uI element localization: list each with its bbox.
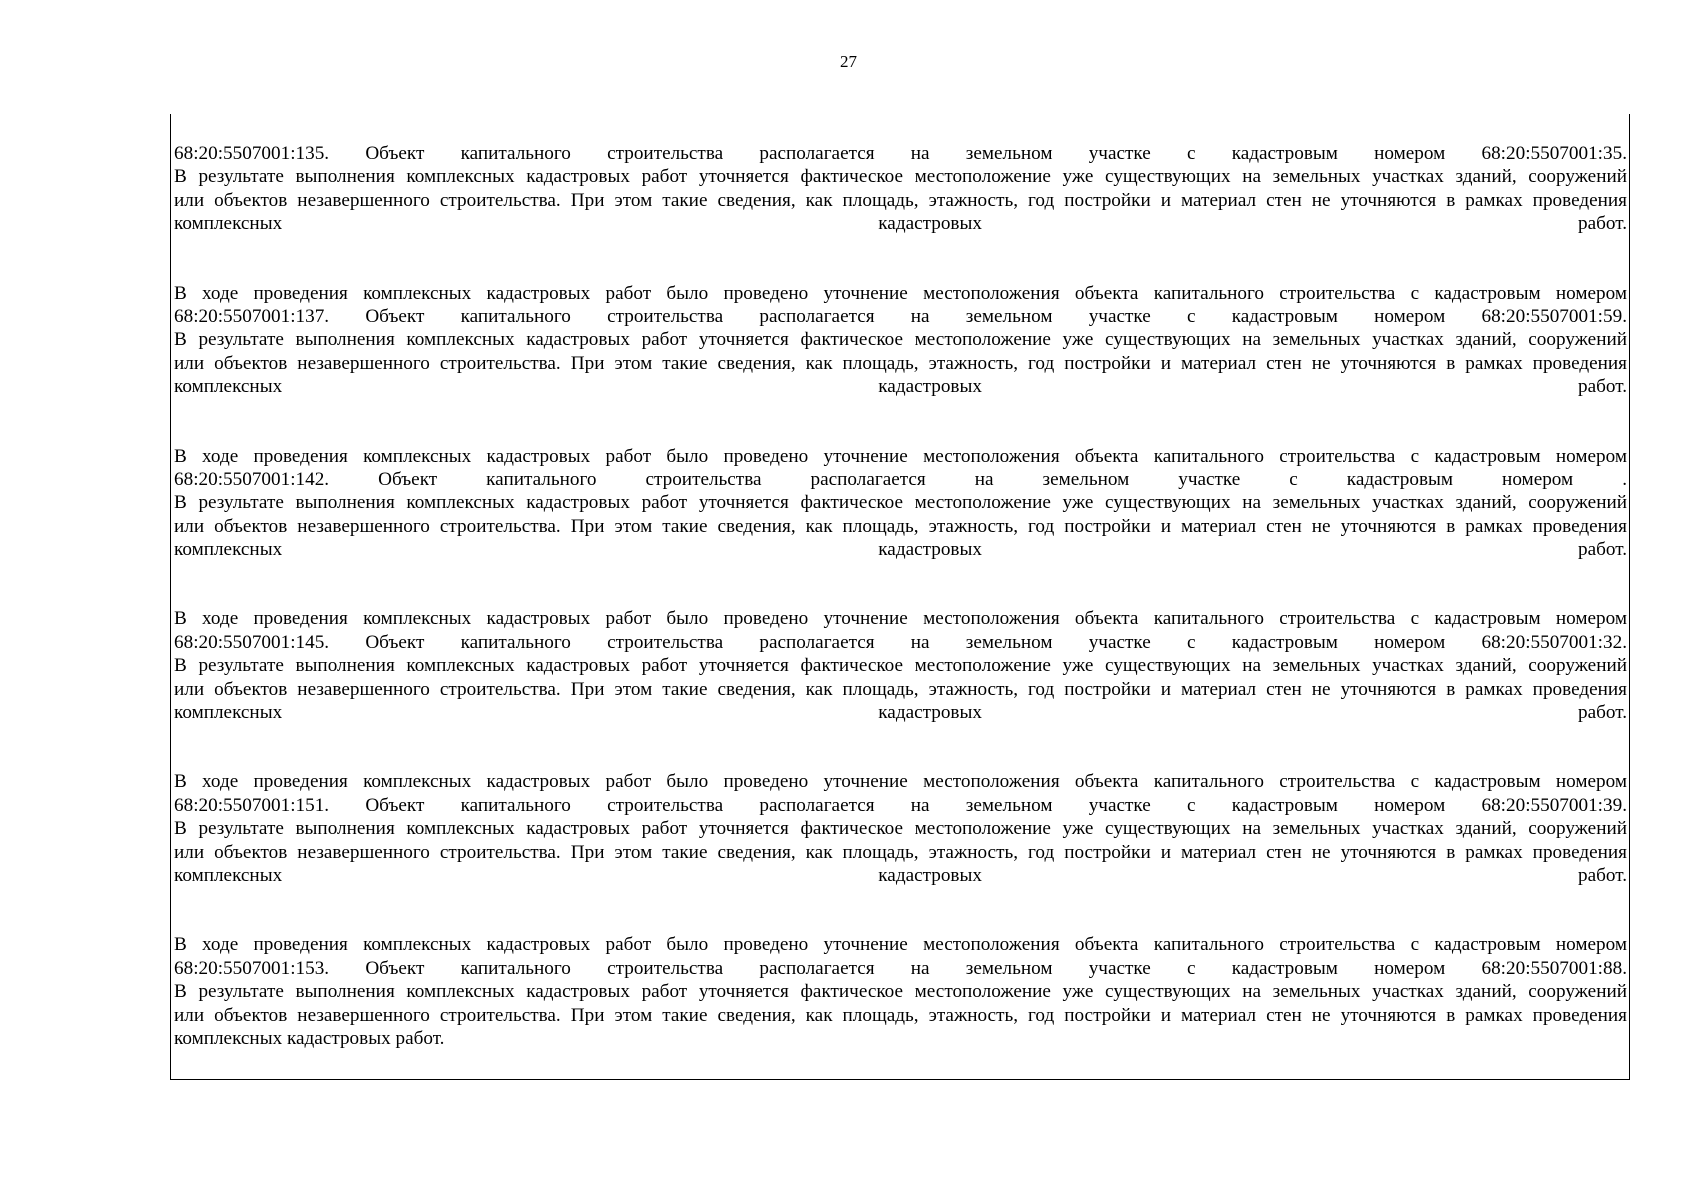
text-line: или объектов незавершенного строительства. При этом такие сведения, как площадь, этажность, год постройки и материал стен не уточняются в рамках проведения [174, 189, 1627, 211]
paragraph [174, 770, 1627, 887]
text-line: 68:20:5507001:135. Объект капитального строительства располагается на земельном участке с кадастровым номером 68:20:5507001:35. [174, 143, 1627, 164]
paragraph [174, 445, 1627, 562]
text-line: В результате выполнения комплексных кадастровых работ уточняется фактическое местоположение уже существующих на земельных участках зданий, сооружений [174, 981, 1627, 1003]
text-line: или объектов незавершенного строительства. При этом такие сведения, как площадь, этажность, год постройки и материал стен не уточняются в рамках проведения [174, 841, 1627, 863]
paragraph [174, 933, 1627, 1050]
text-line: комплексных кадастровых работ. [174, 1027, 445, 1049]
text-line: или объектов незавершенного строительства. При этом такие сведения, как площадь, этажность, год постройки и материал стен не уточняются в рамках проведения [174, 352, 1627, 374]
text-line: В результате выполнения комплексных кадастровых работ уточняется фактическое местоположение уже существующих на земельных участках зданий, сооружений [174, 492, 1627, 514]
text-line: комплексных кадастровых работ. [174, 539, 1627, 561]
text-frame [170, 114, 1630, 1080]
text-line: комплексных кадастровых работ. [174, 864, 1627, 886]
text-line: В ходе проведения комплексных кадастровых работ было проведено уточнение местоположения объекта капитального строительства с кадастровым номером [174, 608, 1627, 630]
text-line: комплексных кадастровых работ. [174, 376, 1627, 398]
paragraph [174, 142, 1627, 236]
text-line: комплексных кадастровых работ. [174, 213, 1627, 235]
text-line: В результате выполнения комплексных кадастровых работ уточняется фактическое местоположение уже существующих на земельных участках зданий, сооружений [174, 166, 1627, 188]
text-line: 68:20:5507001:153. Объект капитального строительства располагается на земельном участке с кадастровым номером 68:20:5507001:88. [174, 957, 1627, 979]
text-line: В результате выполнения комплексных кадастровых работ уточняется фактическое местоположение уже существующих на земельных участках зданий, сооружений [174, 818, 1627, 840]
paragraph [174, 282, 1627, 399]
text-line: или объектов незавершенного строительства. При этом такие сведения, как площадь, этажность, год постройки и материал стен не уточняются в рамках проведения [174, 678, 1627, 700]
text-line: В ходе проведения комплексных кадастровых работ было проведено уточнение местоположения объекта капитального строительства с кадастровым номером [174, 934, 1627, 956]
text-line: В результате выполнения комплексных кадастровых работ уточняется фактическое местоположение уже существующих на земельных участках зданий, сооружений [174, 655, 1627, 677]
text-line: 68:20:5507001:137. Объект капитального строительства располагается на земельном участке с кадастровым номером 68:20:5507001:59. [174, 305, 1627, 327]
page-number: 27 [840, 52, 857, 71]
text-line: В ходе проведения комплексных кадастровых работ было проведено уточнение местоположения объекта капитального строительства с кадастровым номером [174, 771, 1627, 793]
text-line: В ходе проведения комплексных кадастровых работ было проведено уточнение местоположения объекта капитального строительства с кадастровым номером [174, 445, 1627, 467]
paragraph [174, 607, 1627, 724]
text-line: 68:20:5507001:151. Объект капитального строительства располагается на земельном участке с кадастровым номером 68:20:5507001:39. [174, 794, 1627, 816]
text-line: 68:20:5507001:142. Объект капитального строительства располагается на земельном участке с кадастровым номером . [174, 468, 1627, 490]
document-body [174, 142, 1627, 1050]
text-line: или объектов незавершенного строительства. При этом такие сведения, как площадь, этажность, год постройки и материал стен не уточняются в рамках проведения [174, 515, 1627, 537]
text-line: 68:20:5507001:145. Объект капитального строительства располагается на земельном участке с кадастровым номером 68:20:5507001:32. [174, 631, 1627, 653]
text-line: В ходе проведения комплексных кадастровых работ было проведено уточнение местоположения объекта капитального строительства с кадастровым номером [174, 282, 1627, 304]
text-line: В результате выполнения комплексных кадастровых работ уточняется фактическое местоположение уже существующих на земельных участках зданий, сооружений [174, 329, 1627, 351]
text-line: или объектов незавершенного строительства. При этом такие сведения, как площадь, этажность, год постройки и материал стен не уточняются в рамках проведения [174, 1004, 1627, 1026]
text-line: комплексных кадастровых работ. [174, 702, 1627, 724]
